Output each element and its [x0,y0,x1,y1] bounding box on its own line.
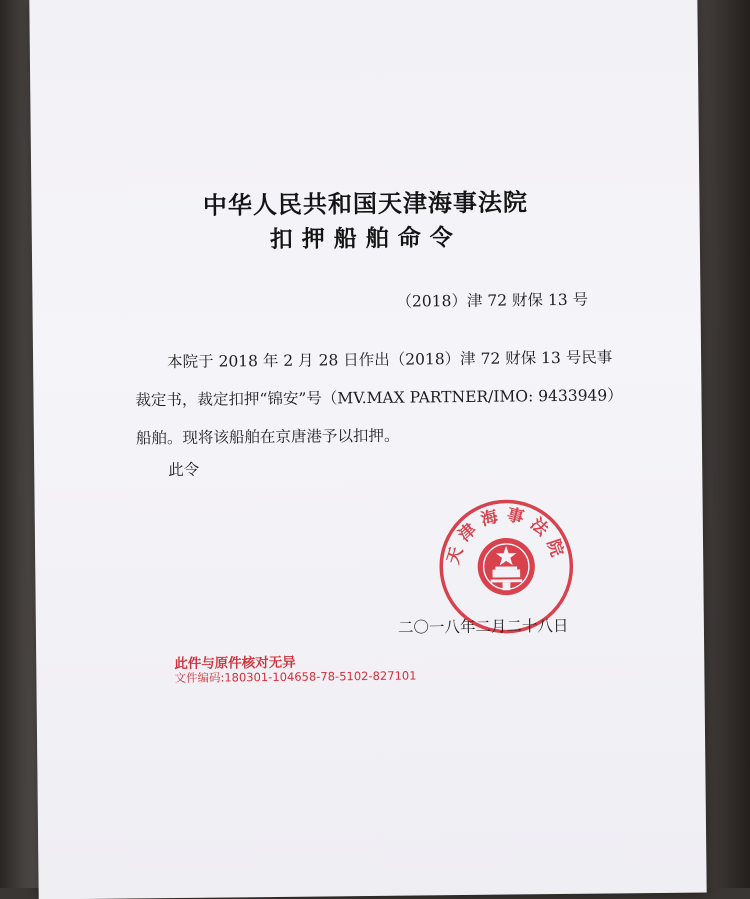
court-title: 中华人民共和国天津海事法院 [202,188,529,220]
file-code-label: 文件编码: [174,670,225,686]
body-line-1: 本院于 2018 年 2 月 28 日作出（2018）津 72 财保 13 号民事 [167,348,613,372]
seal-text: 天津海事法院 [442,503,571,567]
document-paper [29,0,706,899]
case-number: （2018）津 72 财保 13 号 [396,290,589,311]
order-title: 扣押船舶命令 [269,225,462,254]
issue-date: 二〇一八年二月二十八日 [397,616,569,637]
national-emblem-icon [477,538,535,596]
verification-note: 此件与原件核对无异 [174,654,296,673]
body-line-3: 船舶。现将该船舶在京唐港予以扣押。 [135,426,400,448]
file-code-value: 180301-104658-78-5102-827101 [224,668,417,685]
file-code [174,668,416,687]
closing-phrase: 此令 [168,460,200,480]
body-line-2: 裁定书，裁定扣押“锦安”号（MV.MAX PARTNER/IMO: 9433949） [135,386,623,410]
